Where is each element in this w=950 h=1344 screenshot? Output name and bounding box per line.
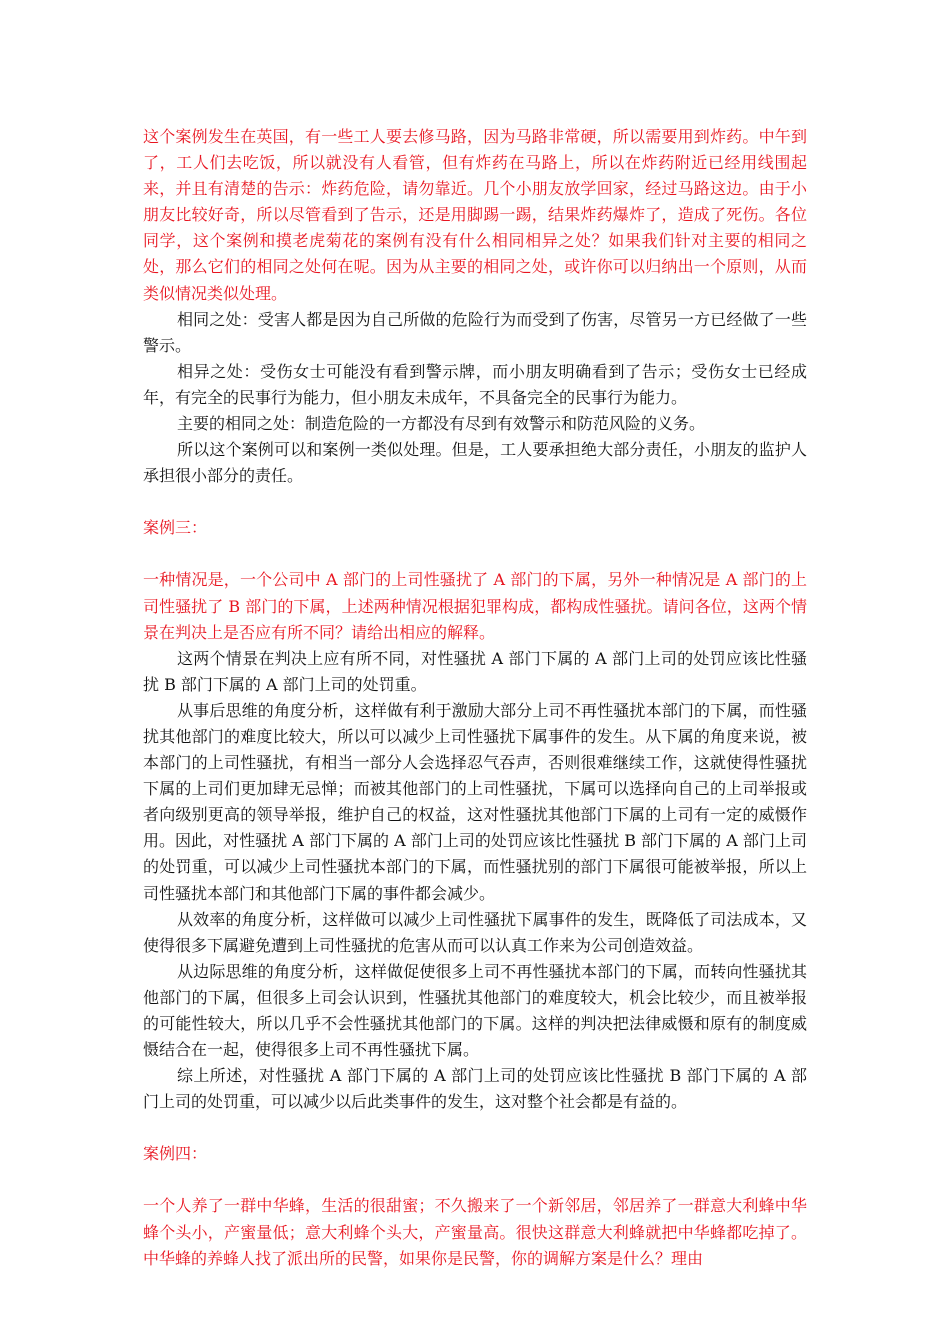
case3-answer-3: 从效率的角度分析，这样做可以减少上司性骚扰下属事件的发生，既降低了司法成本，又使得很多下属避免遭到上司性骚扰的危害从而可以认真工作来为公司创造效益。 <box>143 909 807 955</box>
case3-heading: 案例三： <box>143 518 208 538</box>
case4-question: 一个人养了一群中华蜂，生活的很甜蜜；不久搬来了一个新邻居，邻居养了一群意大利蜂中华蜂个头小，产蜜量低；意大利蜂个头大，产蜜量高。很快这群意大利蜂就把中华蜂都吃掉了。中华蜂的养蜂人找了派出所的民警，如果你是民警，你的调解方案是什么？理由 <box>143 1196 807 1268</box>
case2-answer-conclusion: 所以这个案例可以和案例一类似处理。但是，工人要承担绝大部分责任，小朋友的监护人承担很小部分的责任。 <box>143 440 807 486</box>
case2-answer-difference: 相异之处：受伤女士可能没有看到警示牌，而小朋友明确看到了告示；受伤女士已经成年，有完全的民事行为能力，但小朋友未成年，不具备完全的民事行为能力。 <box>143 361 807 407</box>
case3-question: 一种情况是，一个公司中 A 部门的上司性骚扰了 A 部门的下属，另外一种情况是 A 部门的上司性骚扰了 B 部门的下属，上述两种情况根据犯罪构成，都构成性骚扰。请问各位，这两个情景在判决上是否应有所不同？请给出相应的解释。 <box>143 570 807 642</box>
case2-answer-similarity: 相同之处：受害人都是因为自己所做的危险行为而受到了伤害，尽管另一方已经做了一些警示。 <box>143 309 807 355</box>
case3-answer-4: 从边际思维的角度分析，这样做促使很多上司不再性骚扰本部门的下属，而转向性骚扰其他部门的下属，但很多上司会认识到，性骚扰其他部门的难度较大，机会比较少，而且被举报的可能性较大，所以几乎不会性骚扰其他部门的下属。这样的判决把法律威慑和原有的制度威慑结合在一起，使得很多上司不再性骚扰下属。 <box>143 961 807 1060</box>
document-page <box>143 124 807 1272</box>
case3-answer-2: 从事后思维的角度分析，这样做有利于激励大部分上司不再性骚扰本部门的下属，而性骚扰其他部门的难度比较大，所以可以减少上司性骚扰下属事件的发生。从下属的角度来说，被本部门的上司性骚扰，有相当一部分人会选择忍气吞声，否则很难继续工作，这就使得性骚扰下属的上司们更加肆无忌惮；而被其他部门的上司性骚扰，下属可以选择向自己的上司举报或者向级别更高的领导举报，维护自己的权益，这对性骚扰其他部门下属的上司有一定的威慑作用。因此，对性骚扰 A 部门下属的 A 部门上司的处罚应该比性骚扰 B 部门下属的 A 部门上司的处罚重，可以减少上司性骚扰本部门的下属，而性骚扰别的部门下属很可能被举报，所以上司性骚扰本部门和其他部门下属的事件都会减少。 <box>143 700 807 903</box>
case2-answer-main-similarity: 主要的相同之处：制造危险的一方都没有尽到有效警示和防范风险的义务。 <box>177 414 706 434</box>
case4-heading: 案例四： <box>143 1144 208 1164</box>
case2-question: 这个案例发生在英国，有一些工人要去修马路，因为马路非常硬，所以需要用到炸药。中午到了，工人们去吃饭，所以就没有人看管，但有炸药在马路上，所以在炸药附近已经用线围起来，并且有清楚的告示：炸药危险，请勿靠近。几个小朋友放学回家，经过马路这边。由于小朋友比较好奇，所以尽管看到了告示，还是用脚踢一踢，结果炸药爆炸了，造成了死伤。各位同学，这个案例和摸老虎菊花的案例有没有什么相同相异之处？如果我们针对主要的相同之处，那么它们的相同之处何在呢。因为从主要的相同之处，或许你可以归纳出一个原则，从而类似情况类似处理。 <box>143 127 807 303</box>
case3-answer-5: 综上所述，对性骚扰 A 部门下属的 A 部门上司的处罚应该比性骚扰 B 部门下属的 A 部门上司的处罚重，可以减少以后此类事件的发生，这对整个社会都是有益的。 <box>143 1066 807 1112</box>
case3-answer-1: 这两个情景在判决上应有所不同，对性骚扰 A 部门下属的 A 部门上司的处罚应该比性骚扰 B 部门下属的 A 部门上司的处罚重。 <box>143 648 807 694</box>
